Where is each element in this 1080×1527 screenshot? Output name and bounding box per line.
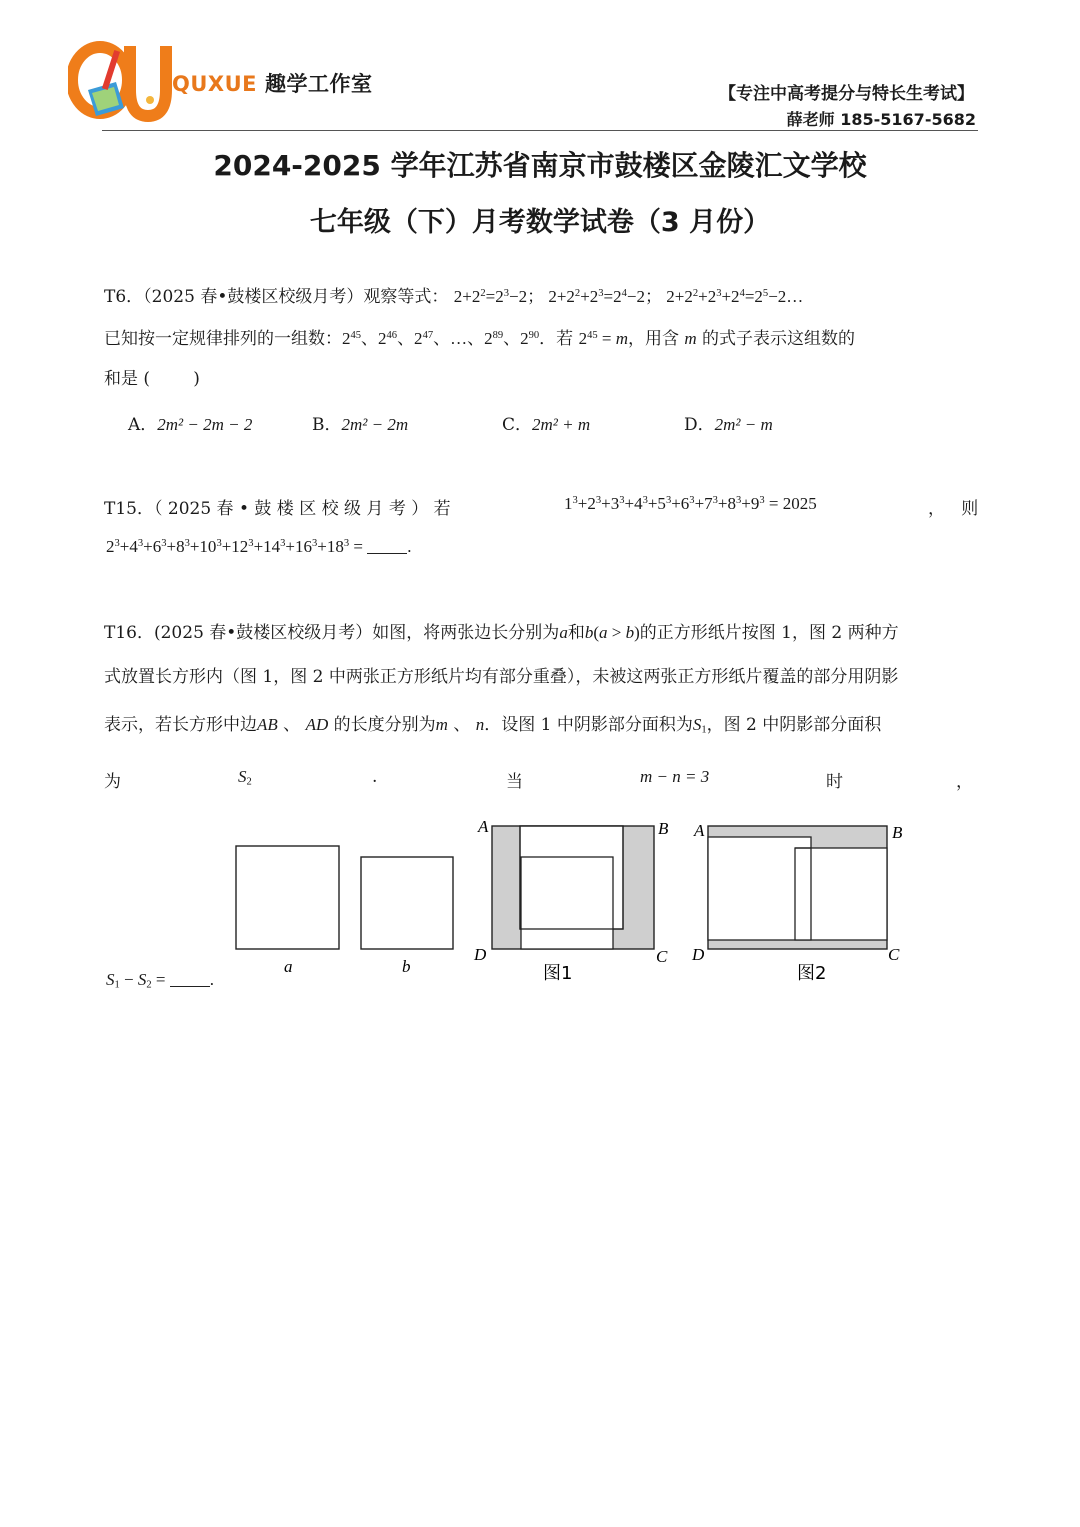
- q16-line3: 表示，若长方形中边AB 、 AD 的长度分别为m 、 n．设图 1 中阴影部分面积为$S_1$，图 2 中阴影部分面积: [104, 715, 882, 736]
- q15-line1: T15．（ 2025 春 • 鼓 楼 区 校 级 月 考 ） 若: [104, 499, 451, 519]
- fig1-vertex-d: D: [474, 945, 487, 964]
- q16-line2: 式放置长方形内（图 1，图 2 中两张正方形纸片均有部分重叠），未被这两张正方形纸片覆盖的部分用阴影: [104, 667, 899, 687]
- q15-given-sum: $1^3+2^3+3^3+4^3+5^3+6^3+7^3+8^3+9^3 = 2025$: [564, 494, 817, 513]
- figure-1: [492, 826, 654, 949]
- q16-number: T16: [104, 623, 137, 643]
- square-a: [236, 846, 339, 949]
- figure-2: [708, 826, 887, 949]
- q6-sequence: $2^{45}$、$2^{46}$、$2^{47}$、…、$2^{89}$、$2^{90}$: [342, 329, 540, 348]
- q16-line4-period: .: [372, 767, 378, 787]
- q16-line4-shi: 时: [826, 772, 843, 792]
- fig2-vertex-d: D: [692, 945, 705, 964]
- fig2-vertex-b: B: [892, 823, 903, 842]
- q15-number: T15: [104, 499, 137, 519]
- q15-then: ， 则: [928, 499, 979, 519]
- fig1-vertex-b: B: [658, 819, 669, 838]
- header-divider: [102, 130, 978, 131]
- fig2-square-b: [795, 848, 887, 940]
- q6-option-b[interactable]: B．2m² − 2m: [312, 415, 409, 435]
- brand-name: QUXUE 趣学工作室: [172, 72, 373, 96]
- q16-line1: T16．(2025 春•鼓楼区校级月考）如图，将两张边长分别为a和b(a > b)的正方形纸片按图 1，图 2 两种方: [104, 623, 899, 643]
- q6-option-d[interactable]: D．2m² − m: [684, 415, 773, 435]
- header-slogan: 【专注中高考提分与特长生考试】: [719, 84, 974, 104]
- q16-condition: m − n = 3: [640, 767, 710, 786]
- fig1-square-b: [521, 857, 613, 949]
- q6-equations: $2+2^2=2^3-2$； $2+2^2+2^3=2^4-2$； $2+2^2+2^3+2^4=2^5-2\dots$: [453, 287, 804, 306]
- q6-given: $2^{45} = m$: [578, 329, 628, 348]
- q6-option-c[interactable]: C．2m² + m: [502, 415, 591, 435]
- square-a-label: a: [284, 957, 293, 976]
- quxue-logo-icon: [68, 38, 172, 126]
- fig2-caption: 图2: [797, 963, 827, 984]
- fig2-vertex-c: C: [888, 945, 900, 964]
- fig2-vertex-a: A: [694, 821, 705, 840]
- q6-option-a[interactable]: A．2m² − 2m − 2: [128, 415, 253, 435]
- q6-line1: [104, 282, 803, 307]
- q16-line4-s2: $S_2$: [238, 767, 252, 788]
- exam-title-line1: 2024-2025 学年江苏省南京市鼓楼区金陵汇文学校: [213, 149, 867, 182]
- exam-title-line2: 七年级（下）月考数学试卷（3 月份）: [309, 207, 771, 238]
- q6-source: ．（2025 春•鼓楼区校级月考）观察等式：: [126, 287, 449, 307]
- q16-answer-blank[interactable]: [170, 972, 210, 987]
- q15-answer-blank[interactable]: [367, 539, 407, 554]
- q16-answer: $S_1 - S_2$ = .: [106, 970, 214, 991]
- q15-target-sum: $2^3+4^3+6^3+8^3+10^3+12^3+14^3+16^3+18^3$ = .: [106, 537, 412, 556]
- teacher-contact: 薛老师 185-5167-5682: [786, 110, 976, 129]
- square-b: [361, 857, 453, 949]
- q16-figures: [220, 810, 920, 990]
- fig1-vertex-a: A: [478, 817, 489, 836]
- q16-line4-dang: 当: [506, 772, 523, 792]
- q6-line3: 和是 ( ): [104, 369, 200, 389]
- square-b-label: b: [402, 957, 411, 976]
- q16-line4-comma: ，: [956, 772, 973, 792]
- fig1-caption: 图1: [543, 963, 573, 984]
- q16-line4-wei: 为: [104, 772, 121, 792]
- fig1-vertex-c: C: [656, 947, 668, 966]
- q6-line2: 已知按一定规律排列的一组数：$2^{45}$、$2^{46}$、$2^{47}$、…、$2^{89}$、$2^{90}$．若 $2^{45} = m$，用含 m 的式子表示这组数的: [104, 329, 856, 349]
- q6-number: T6: [104, 287, 127, 307]
